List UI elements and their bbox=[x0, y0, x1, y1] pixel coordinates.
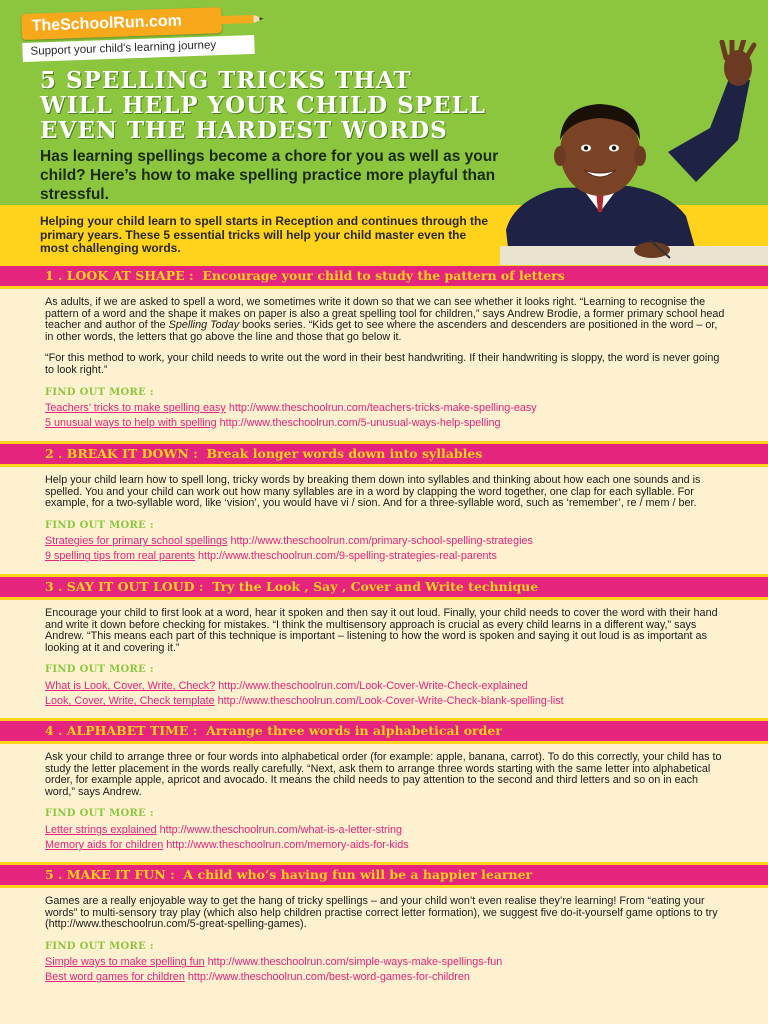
intro-text: Has learning spellings become a chore for you as well as your child? Here’s how to make spelling practice more playful than stressful. bbox=[40, 148, 499, 203]
section-label: 3 . SAY IT OUT LOUD : bbox=[45, 579, 204, 594]
section-title: Try the Look , Say , Cover and Write technique bbox=[212, 579, 539, 594]
related-link[interactable]: 9 spelling tips from real parents http://www.theschoolrun.com/9-spelling-strategies-real-parents bbox=[45, 550, 497, 563]
find-out-more-label: FIND OUT MORE : bbox=[45, 940, 154, 952]
section-paragraph: Games are a really enjoyable way to get the hang of tricky spellings – and your child won’t even realise they’re learning! From “eating your words” to multi-sensory tray play (which also help children practise correct letter formation), we suggest five do-it-yourself game options to try (http://www.theschoolrun.com/5-great-spelling-games). bbox=[45, 895, 718, 931]
related-link[interactable]: Strategies for primary school spellings http://www.theschoolrun.com/primary-school-spelling-strategies bbox=[45, 535, 533, 548]
title-line: WILL HELP YOUR CHILD SPELL bbox=[40, 92, 487, 119]
related-link[interactable]: Teachers’ tricks to make spelling easy http://www.theschoolrun.com/teachers-tricks-make-spelling-easy bbox=[45, 402, 537, 415]
related-link[interactable]: Simple ways to make spelling fun http://www.theschoolrun.com/simple-ways-make-spellings-fun bbox=[45, 956, 503, 969]
site-logo[interactable] bbox=[21, 6, 255, 62]
related-link[interactable]: Memory aids for children http://www.theschoolrun.com/memory-aids-for-kids bbox=[45, 838, 409, 851]
section-alphabet-time bbox=[0, 718, 768, 853]
section-label: 4 . ALPHABET TIME : bbox=[45, 723, 198, 738]
section-make-it-fun bbox=[0, 862, 768, 985]
section-banner bbox=[0, 441, 768, 467]
section-paragraph: As adults, if we are asked to spell a word, we sometimes write it down so that we can see whether it looks right. “Learning to recognise the pattern of a word and the shape it makes on paper is also a great spelling tool for children,” says Andrew Brodie, a former primary school head teacher and author of the Spelling Today books series. “Kids get to see where the ascenders and descenders are positioned in the word – or, in other words, the letters that go above the line and those that go below it. bbox=[45, 296, 725, 343]
section-banner bbox=[0, 862, 768, 888]
section-paragraph: Encourage your child to first look at a word, hear it spoken and then say it out loud. Finally, your child needs to cover the word with their hand and write it down before checking for mistakes. “I think the multisensory approach is crucial as every child learns in a different way,” says Andrew. “This means each part of this technique is important – listening to how the word is spoken and saying it out loud is as important as looking at it and covering it.” bbox=[45, 607, 718, 654]
section-title: Break longer words down into syllables bbox=[206, 446, 483, 461]
find-out-more-label: FIND OUT MORE : bbox=[45, 664, 154, 676]
pencil-icon bbox=[219, 14, 263, 26]
section-look-at-shape bbox=[0, 263, 768, 431]
section-label: 2 . BREAK IT DOWN : bbox=[45, 446, 198, 461]
section-paragraph: Ask your child to arrange three or four words into alphabetical order (for example: apple, banana, carrot). To do this correctly, your child has to study the letter placement in the words really carefully. “Next, ask them to arrange three words starting with the same letter into alphabetical order, for example apple, apricot and avocado. It means the child needs to pay attention to the second and third letters and so on in each word,” says Andrew. bbox=[45, 751, 722, 798]
child-photo bbox=[500, 40, 768, 265]
section-say-it-out-loud bbox=[0, 574, 768, 709]
find-out-more-label: FIND OUT MORE : bbox=[45, 386, 154, 398]
related-link[interactable]: 5 unusual ways to help with spelling http://www.theschoolrun.com/5-unusual-ways-help-spelling bbox=[45, 417, 501, 430]
section-title: A child who’s having fun will be a happier learner bbox=[183, 867, 533, 882]
logo-tagline: Support your child's learning journey bbox=[22, 35, 255, 62]
related-link[interactable]: What is Look, Cover, Write, Check? http://www.theschoolrun.com/Look-Cover-Write-Check-explained bbox=[45, 679, 528, 692]
section-label: 5 . MAKE IT FUN : bbox=[45, 867, 175, 882]
related-link[interactable]: Best word games for children http://www.theschoolrun.com/best-word-games-for-children bbox=[45, 971, 470, 984]
section-label: 1 . LOOK AT SHAPE : bbox=[45, 268, 194, 283]
lead-text: Helping your child learn to spell starts in Reception and continues through the primary years. These 5 essential tricks will help your child master even the most challenging words. bbox=[40, 214, 489, 255]
related-link[interactable]: Letter strings explained http://www.theschoolrun.com/what-is-a-letter-string bbox=[45, 823, 403, 836]
title-line: 5 SPELLING TRICKS THAT bbox=[40, 67, 412, 94]
find-out-more-label: FIND OUT MORE : bbox=[45, 519, 154, 531]
section-title: Encourage your child to study the pattern of letters bbox=[202, 268, 565, 283]
section-paragraph: “For this method to work, your child needs to write out the word in their best handwriting. If their handwriting is sloppy, the word is never going to look right.” bbox=[45, 352, 720, 376]
section-banner bbox=[0, 574, 768, 600]
section-break-it-down bbox=[0, 441, 768, 564]
section-paragraph: Help your child learn how to spell long, tricky words by breaking them down into syllables and thinking about how each one sounds and is spelled. You and your child can work out how many syllables are in a word by clapping the word together, one clap for each syllable. For example, for a two-syllable word, like ‘vision’, you would have vi / sion. And for a three-syllable word, such as ‘remember’, re / mem / ber. bbox=[45, 474, 701, 510]
section-title: Arrange three words in alphabetical order bbox=[206, 723, 502, 738]
title-line: EVEN THE HARDEST WORDS bbox=[40, 117, 448, 144]
find-out-more-label: FIND OUT MORE : bbox=[45, 808, 154, 820]
logo-name: TheSchoolRun.com bbox=[21, 7, 222, 40]
section-banner bbox=[0, 263, 768, 289]
related-link[interactable]: Look, Cover, Write, Check template http://www.theschoolrun.com/Look-Cover-Write-Check-blank-spelling-list bbox=[45, 694, 564, 707]
section-banner bbox=[0, 718, 768, 744]
